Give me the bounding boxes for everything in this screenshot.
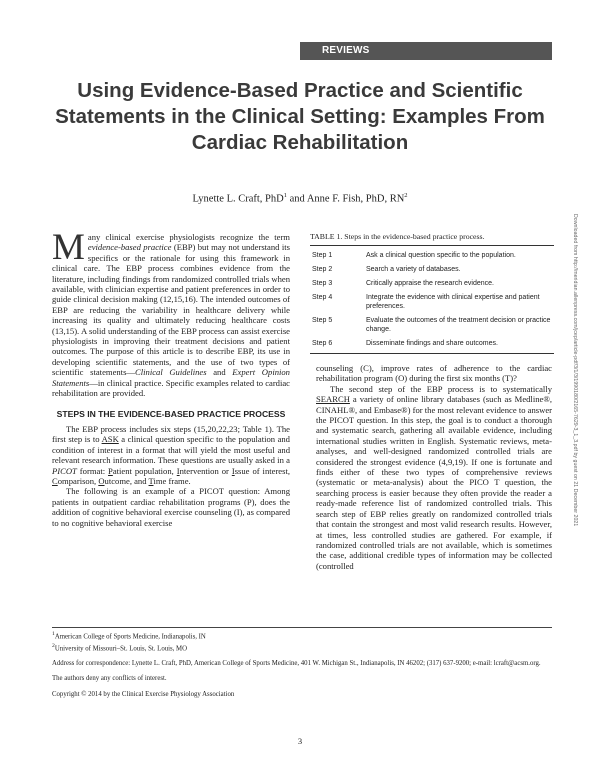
page-number: 3 [297,736,303,746]
steps-table [310,232,554,354]
table-cell-description: Critically appraise the research evidence. [366,280,495,287]
pico-text-t: ime frame. [153,475,191,486]
affiliation-2-mark: 2 [52,642,55,649]
intro-text-4: —in clinical practice. Specific examples related to cardiac rehabilitation are provided. [52,377,290,399]
table-cell-description: Integrate the evidence with clinical expertise and patient preferences. [366,294,540,310]
copyright-notice: Copyright © 2014 by the Clinical Exercise Physiology Association [52,690,235,698]
pico-letter-t: T [148,475,154,486]
section-heading: STEPS IN THE EVIDENCE-BASED PRACTICE PROCESS [56,408,286,419]
author-1-name: Lynette L. Craft, PhD [192,193,284,205]
drop-cap: M [52,227,85,268]
affiliation-1-mark: 1 [52,631,55,637]
intro-text-3: and [206,367,233,378]
table-caption: TABLE 1. Steps in the evidence-based practice process. [310,232,485,241]
intro-text-2: (EBP) but may not understand its specifics or the rationale for using this framework in clinical care. The EBP process combines evidence from the literature, including findings from randomized controlled trials when available, with clinician expertise and patient preferences in order to guide clinical decision making (12,15,16). The intended outcomes of EBP are reducing the variability in healthcare delivery while increasing its quality and ultimately reducing healthcare costs (13,15). A solid understanding of the EBP process can assist exercise physiologists in improving their treatment decisions and patient outcomes. The purpose of this article is to describe EBP, its use in developing scientific statements, and the use of two types of scientific statements— [52,242,290,378]
author-1-affiliation-mark: 1 [283,192,287,199]
pico-letter-i2: I [231,465,235,476]
affiliation-1-text: American College of Sports Medicine, Indianapolis, IN [54,633,206,641]
steps-paragraph [52,424,290,486]
pico-letter-c: C [52,475,58,486]
table-body [310,246,554,354]
pico-letter-o: O [98,475,105,486]
steps-table-grid [310,245,554,354]
pico-term: PICOT [52,465,77,476]
table-row [310,313,554,336]
table-cell-step: Step 1 [312,252,333,259]
steps-text-1: The EBP process includes six steps (15,20,22,23; Table 1). The first step is to [52,423,290,445]
pico-text-i: ntervention or [179,465,232,476]
continuation-paragraph: counseling (C), improve rates of adherence to the cardiac rehabilitation program (O) during the first six months (T)? [316,363,552,384]
footnotes [52,627,552,699]
download-watermark: Downloaded from http://meridian.allenpress.com/jcep/article-pdf/3/1/3/1990180/2165-7629-3_1_3.pdf by guest on 21 December 2021 [572,214,578,527]
search-text-1: The second step of the EBP process is to systematically [330,383,552,394]
steps-text-3: format: [76,465,109,476]
pico-letter-i: I [176,465,180,476]
pico-letter-p: P [108,465,113,476]
table-row [310,336,554,354]
table-row [310,276,554,290]
pico-text-c: omparison, [57,475,99,486]
table-cell-step: Step 6 [312,340,333,347]
steps-text-2: a clinical question specific to the population and condition of interest in a format that will yield the most useful and relevant research information. These questions are usually asked in a [52,434,290,466]
table-cell-step: Step 2 [312,266,333,273]
table-cell-step: Step 4 [312,294,333,301]
table-row [310,262,554,276]
term-expert-opinion: Expert Opinion Statements [52,367,290,388]
author-2-name: Anne F. Fish, PhD, RN [306,193,405,205]
ask-keyword: ASK [101,434,119,445]
pico-text-i2: ssue of interest, [234,465,290,476]
table-cell-step: Step 5 [312,317,333,324]
section-banner: REVIEWS [300,42,552,60]
author-line [0,192,600,205]
table-row [310,246,554,263]
term-clinical-guidelines: Clinical Guidelines [135,367,207,378]
intro-text-1: any clinical exercise physiologists recognize the term [87,232,290,242]
affiliation-1 [52,630,552,642]
left-column [52,227,290,528]
table-row [310,290,554,313]
table-cell-description: Disseminate findings and share outcomes. [366,340,498,347]
term-ebp: evidence-based practice [87,242,172,253]
table-cell-step: Step 3 [312,280,333,287]
author-conjunction: and [286,193,307,205]
pico-text-p: atient population, [112,465,177,476]
table-cell-description: Evaluate the outcomes of the treatment decision or practice change. [366,317,551,333]
table-cell-description: Search a variety of databases. [366,266,461,273]
article-title: Using Evidence-Based Practice and Scientific Statements in the Clinical Setting: Examples From Cardiac Rehabilitation [55,79,545,154]
author-2-affiliation-mark: 2 [404,192,408,199]
affiliation-2-text: University of Missouri–St. Louis, St. Louis, MO [54,644,187,652]
affiliation-2 [52,642,552,654]
pico-text-o: utcome, and [104,475,149,486]
search-keyword: SEARCH [316,394,350,405]
search-paragraph [316,384,552,571]
intro-paragraph [52,227,290,399]
correspondence-address: Address for correspondence: Lynette L. Craft, PhD, American College of Sports Medicine, 401 W. Michigan St., Indianapolis, IN 46202; (317) 637-9200; e-mail: lcraft@acsm.org. [52,660,541,668]
table-cell-description: Ask a clinical question specific to the population. [366,252,516,259]
search-text-2: a variety of online library databases (such as Medline®, CINAHL®, and Embase®) for the most relevant evidence to answer the PICOT question. In this step, the goal is to conduct a thorough and systematic search, gathering all available evidence, including international studies written in English. Systematic reviews, meta-analyses, and well-designed randomized controlled trials are considered the strongest evidence (4,9,19). If one is fortunate and finds either of these two types of comprehensive reviews (systematic or meta-analysis) about the PICO T question, the searching process is easier because they often provide the reader a ready-made reference list of randomized controlled trials. This search step of EBP relies greatly on randomized controlled trials that contain the strongest and most valid research results. However, at times, less controlled studies are gathered. For example, if randomized controlled trials are not available, which is sometimes the case, additional credible types of information may be collected (controlled [316,394,552,571]
right-column [316,363,552,571]
pico-example-paragraph: The following is an example of a PICOT question: Among patients in outpatient cardiac rehabilitation programs (P), does the addition of cognitive behavioral exercise counseling (I), as compared to no cognitive behavioral exercise [52,486,290,528]
conflict-statement: The authors deny any conflicts of interest. [52,675,167,683]
